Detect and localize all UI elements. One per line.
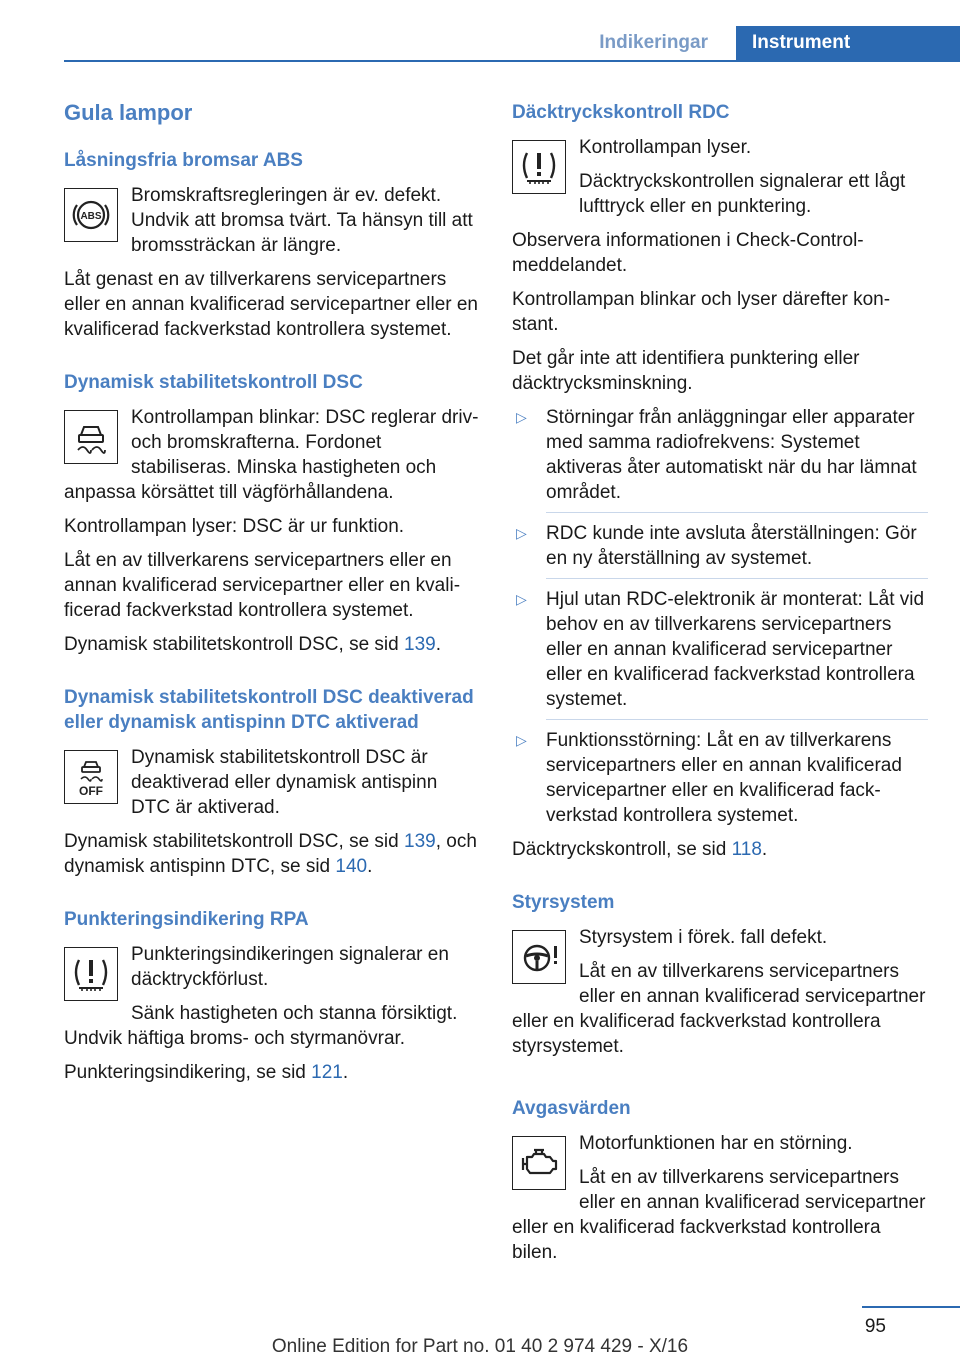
abs-after-text: Låt genast en av tillverkarens servicepartners eller en annan kvalificerad servicepartner eller en kvalificerad fackverkstad kontrollera systemet. bbox=[64, 269, 479, 340]
svg-text:ABS: ABS bbox=[80, 211, 102, 222]
footer-rule bbox=[862, 1306, 960, 1308]
list-item: ▷ Störningar från anläggningar eller apparater med samma radiofrekvens: Systemet aktiveras åter automatiskt när du har lämnat området. bbox=[516, 407, 917, 503]
abs-warning-icon bbox=[64, 188, 118, 242]
list-item: ▷ Hjul utan RDC-elektronik är monterat: Låt vid behov en av tillverkarens servicepartners eller en annan kvalificerad servicepartner eller en kvalificerad fackverkstad kontrollera systemet. bbox=[516, 589, 925, 710]
emissions-text-2: Låt en av tillverkarens servicepartners eller en annan kvalificerad servicepartner eller en kvalificerad fackverkstad kontrollera bilen. bbox=[512, 1167, 926, 1263]
dsc-after-1: Kontrollampan lyser: DSC är ur funktion. bbox=[64, 516, 405, 537]
rdc-after-3: Det går inte att identifiera punktering eller däcktrycksminskning. bbox=[512, 348, 860, 394]
rdc-after-2: Kontrollampan blinkar och lyser därefter konstant. bbox=[512, 289, 891, 335]
emissions-text-1: Motorfunktionen har en störning. bbox=[579, 1133, 853, 1154]
triangle-bullet-icon: ▷ bbox=[516, 409, 527, 425]
rdc-text-1: Kontrollampan lyser. bbox=[579, 137, 752, 158]
rdc-title: Däcktryckskontroll RDC bbox=[512, 102, 730, 123]
rdc-after-1: Observera informationen i Check-Control-meddelandet. bbox=[512, 230, 864, 276]
engine-icon bbox=[512, 1136, 566, 1190]
page-number: 95 bbox=[864, 1316, 886, 1337]
rpa-reference: Punkteringsindikering, se sid 121. bbox=[64, 1062, 349, 1083]
emissions-section bbox=[512, 1096, 928, 1274]
dsc-off-reference: Dynamisk stabilitetskontroll DSC, se sid 139, och dynamisk antispinn DTC, se sid 140. bbox=[64, 831, 477, 877]
steering-text-2: Låt en av tillverkarens servicepartners eller en annan kvalificerad servicepartner eller en kvalificerad fackverkstad kontrollera styrsystemet. bbox=[512, 961, 926, 1057]
steering-text-1: Styrsystem i förek. fall defekt. bbox=[579, 927, 828, 948]
dsc-title: Dynamisk stabilitetskontroll DSC bbox=[64, 372, 363, 393]
left-column bbox=[64, 100, 480, 1113]
dsc-section bbox=[64, 370, 480, 657]
header-tab[interactable]: Instrument bbox=[736, 26, 960, 60]
page-link-139[interactable]: 139 bbox=[404, 634, 436, 655]
list-item: ▷ Funktionsstörning: Låt en av tillverkarens servicepartners eller en annan kvalificerad servicepartner eller en kvalificerad fackverkstad kontrollera systemet. bbox=[516, 730, 902, 826]
emissions-title: Avgasvärden bbox=[512, 1098, 631, 1119]
rdc-text-2: Däcktryckskontrollen signalerar ett lågt lufttryck eller en punktering. bbox=[579, 171, 906, 217]
rpa-text-1: Punkteringsindikeringen signalerar en däcktryckförlust. bbox=[131, 944, 449, 990]
header-rule bbox=[64, 60, 960, 62]
dsc-icon bbox=[64, 410, 118, 464]
steering-warning-icon bbox=[512, 930, 566, 984]
page-link-121[interactable]: 121 bbox=[311, 1062, 343, 1083]
rpa-section bbox=[64, 907, 480, 1085]
abs-text: Bromskraftsregleringen är ev. defekt. Undvik att bromsa tvärt. Ta hänsyn till att bromssträckan är längre. bbox=[131, 185, 473, 256]
page-link-118[interactable]: 118 bbox=[731, 839, 762, 860]
steering-title: Styrsystem bbox=[512, 892, 615, 913]
dsc-reference: Dynamisk stabilitetskontroll DSC, se sid 139. bbox=[64, 634, 441, 655]
tire-pressure-icon bbox=[512, 140, 566, 194]
edition-footer: Online Edition for Part no. 01 40 2 974 429 - X/16 bbox=[271, 1336, 689, 1357]
page-header bbox=[0, 0, 960, 62]
steering-section bbox=[512, 890, 928, 1068]
dsc-off-text: Dynamisk stabilitetskontroll DSC är deaktiverad eller dynamisk antispinn DTC är aktiverad. bbox=[131, 747, 438, 818]
dsc-after-2: Låt en av tillverkarens servicepartners eller en annan kvalificerad servicepartner eller en kvalificerad fackverkstad kontrollera systemet. bbox=[64, 550, 461, 621]
right-column bbox=[512, 100, 928, 1302]
dsc-off-icon bbox=[64, 750, 118, 804]
svg-text:OFF: OFF bbox=[79, 784, 103, 798]
header-section[interactable]: Indikeringar bbox=[599, 32, 708, 53]
rdc-section bbox=[512, 100, 928, 862]
page-link-139b[interactable]: 139 bbox=[404, 831, 436, 852]
triangle-bullet-icon: ▷ bbox=[516, 732, 527, 748]
rdc-reference: Däcktryckskontroll, se sid 118. bbox=[512, 839, 768, 860]
triangle-bullet-icon: ▷ bbox=[516, 591, 527, 607]
list-item: ▷ RDC kunde inte avsluta återställningen: Gör en ny återställning av systemet. bbox=[516, 523, 917, 569]
rpa-text-2: Sänk hastigheten och stanna försiktigt. Undvik häftiga broms- och styrmanövrar. bbox=[64, 1003, 458, 1049]
dsc-off-section bbox=[64, 685, 480, 879]
dsc-off-title: Dynamisk stabilitetskontroll DSC deaktiverad eller dynamisk antispinn DTC aktiverad bbox=[64, 687, 474, 733]
triangle-bullet-icon: ▷ bbox=[516, 525, 527, 541]
abs-title: Låsningsfria bromsar ABS bbox=[64, 150, 303, 171]
rpa-title: Punkteringsindikering RPA bbox=[64, 909, 309, 930]
page-link-140[interactable]: 140 bbox=[335, 856, 368, 877]
tire-pressure-icon bbox=[64, 947, 118, 1001]
dsc-text: Kontrollampan blinkar: DSC reglerar driv- och bromskrafterna. Fordonet stabiliseras. Minska hastigheten och anpassa körsättet till vägförhållandena. bbox=[64, 407, 479, 503]
rdc-bullet-list bbox=[512, 405, 928, 828]
abs-section bbox=[64, 148, 480, 342]
section-heading: Gula lampor bbox=[64, 100, 193, 125]
